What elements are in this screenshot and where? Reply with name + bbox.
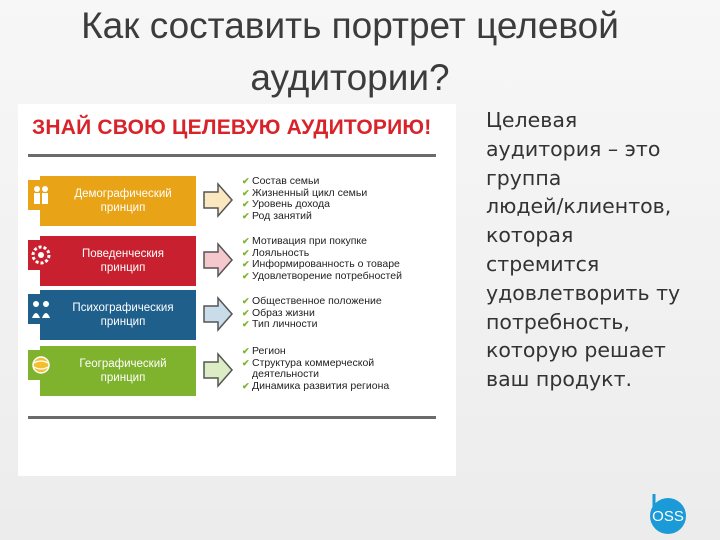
- band-behavioral: [40, 236, 196, 286]
- band-sublabel: принцип: [100, 202, 146, 214]
- point-item: ✔ Информированность о товаре: [242, 258, 400, 270]
- check-icon: ✔: [242, 346, 250, 356]
- definition-line: стремится: [486, 251, 600, 276]
- oss-logo: [640, 488, 692, 536]
- definition-line: которая: [486, 223, 574, 248]
- principle-row-behavioral: [18, 236, 456, 288]
- infographic-heading: ЗНАЙ СВОЮ ЦЕЛЕВУЮ АУДИТОРИЮ!: [32, 116, 432, 139]
- definition-line: группа: [486, 165, 562, 190]
- point-item: ✔ Образ жизни: [242, 306, 315, 319]
- point-item: ✔ Уровень дохода: [242, 198, 330, 210]
- people-icon: [28, 294, 54, 324]
- point-item: ✔ Регион: [242, 345, 286, 357]
- point-item: ✔ Общественное положение: [242, 295, 382, 307]
- slide-title: [20, 0, 680, 104]
- band-label: Географический: [79, 358, 167, 370]
- behavior-gear-icon: [28, 240, 54, 270]
- check-icon: ✔: [242, 380, 250, 391]
- arrow-right-icon: [202, 352, 234, 388]
- divider-top: [28, 154, 436, 157]
- point-item-continuation: деятельности: [252, 368, 319, 380]
- globe-icon: [28, 350, 54, 380]
- point-item: ✔ Жизненный цикл семьи: [242, 186, 368, 199]
- title-line-2: аудитории?: [250, 57, 450, 98]
- band-demographic: [40, 176, 196, 226]
- principle-row-psychographic: [18, 290, 456, 342]
- points-list: [242, 296, 452, 331]
- definition-line: ваш продукт.: [486, 367, 633, 392]
- band-label: Поведенческия: [81, 248, 165, 260]
- check-icon: ✔: [242, 187, 250, 198]
- check-icon: ✔: [242, 236, 250, 246]
- point-item: ✔ Динамика развития региона: [242, 379, 390, 392]
- check-icon: ✔: [242, 296, 250, 306]
- definition-line: удовлетворить ту: [486, 280, 681, 305]
- definition-line: Целевая: [486, 108, 578, 132]
- divider-bottom: [28, 416, 436, 419]
- check-icon: ✔: [242, 259, 250, 269]
- check-icon: ✔: [242, 199, 250, 209]
- point-item: ✔ Удовлетворение потребностей: [242, 269, 402, 282]
- check-icon: ✔: [242, 319, 250, 329]
- principle-row-demographic: [18, 176, 456, 228]
- point-item: ✔ Состав семьи: [242, 175, 320, 187]
- band-label: Демографический: [74, 188, 172, 200]
- principle-row-geographic: [18, 346, 456, 398]
- point-item: ✔ Род занятий: [242, 209, 312, 222]
- definition-text: [486, 106, 706, 394]
- band-sublabel: принцип: [100, 262, 146, 274]
- point-item: ✔ Мотивация при покупке: [242, 235, 367, 247]
- check-icon: ✔: [242, 307, 250, 318]
- point-item: ✔ Лояльность: [242, 246, 310, 259]
- band-sublabel: принцип: [100, 372, 146, 384]
- band-label: Психографическия: [72, 302, 174, 314]
- band-geographic: [40, 346, 196, 396]
- check-icon: ✔: [242, 176, 250, 186]
- definition-line: потребность,: [486, 309, 630, 334]
- points-list: [242, 176, 452, 222]
- point-item: ✔ Структура коммерческой: [242, 356, 375, 369]
- check-icon: ✔: [242, 357, 250, 368]
- title-line-1: Как составить портрет целевой: [81, 5, 619, 46]
- point-item: ✔ Тип личности: [242, 318, 318, 330]
- arrow-right-icon: [202, 182, 234, 218]
- definition-line: людей/клиентов,: [486, 194, 672, 219]
- arrow-right-icon: [202, 242, 234, 278]
- check-icon: ✔: [242, 210, 250, 221]
- family-icon: [28, 180, 54, 210]
- points-list: [242, 236, 452, 282]
- points-list: [242, 346, 452, 392]
- band-sublabel: принцип: [100, 316, 146, 328]
- check-icon: ✔: [242, 270, 250, 281]
- definition-line: аудитория – это: [486, 136, 661, 161]
- arrow-right-icon: [202, 296, 234, 332]
- band-psychographic: [40, 290, 196, 340]
- check-icon: ✔: [242, 247, 250, 258]
- target-audience-infographic: [18, 104, 456, 476]
- svg-text:OSS: OSS: [652, 508, 684, 525]
- definition-line: которую решает: [486, 338, 666, 363]
